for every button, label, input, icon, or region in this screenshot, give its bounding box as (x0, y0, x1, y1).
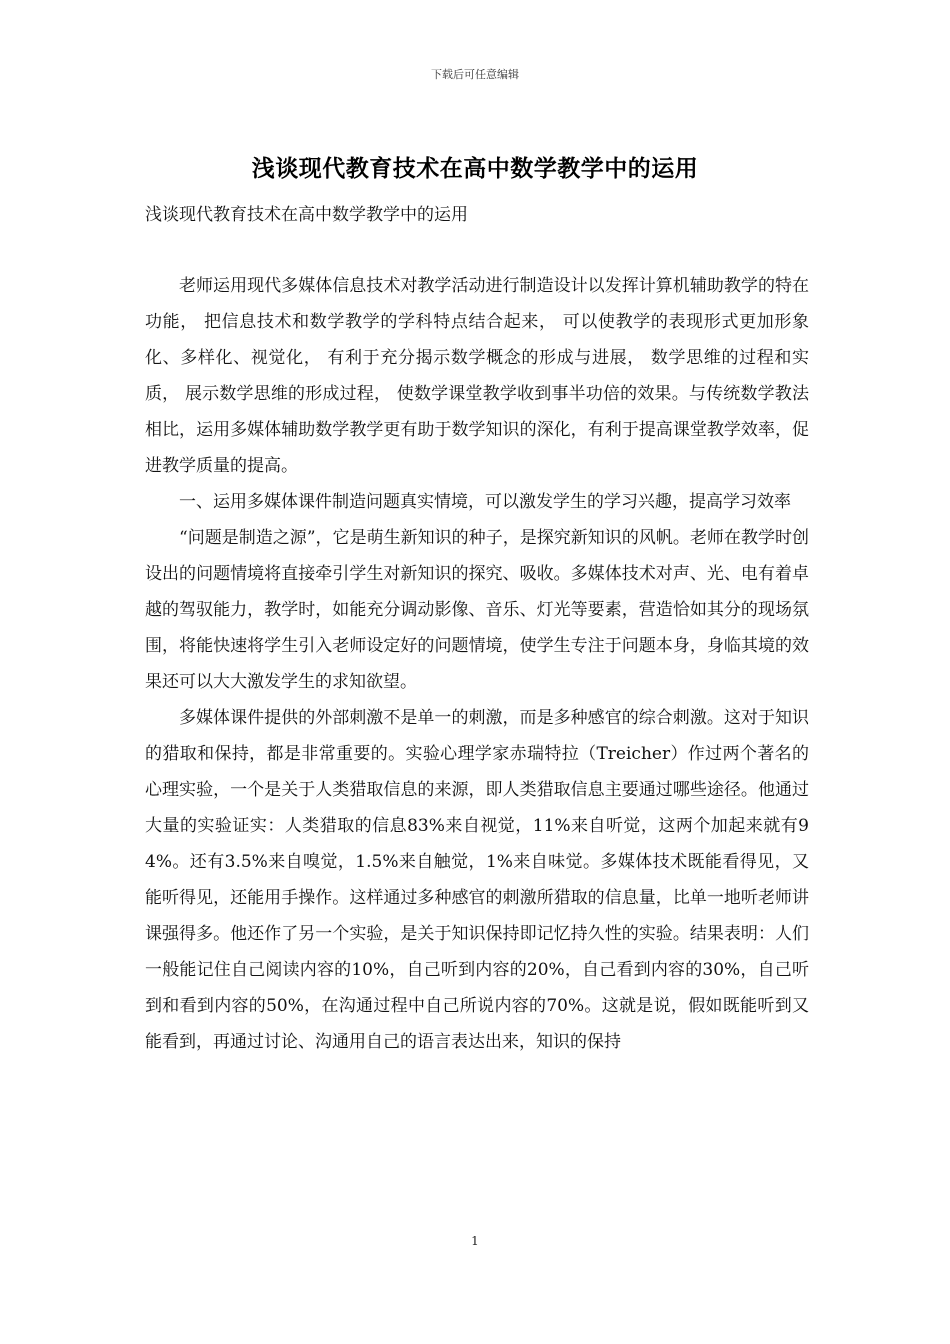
document-title: 浅谈现代教育技术在高中数学教学中的运用 (251, 155, 699, 182)
paragraph-problem-situation: “问题是制造之源”，它是萌生新知识的种子，是探究新知识的风帆。老师在教学时创设出的问题情境将直接牵引学生对新知识的探究、吸收。多媒体技术对声、光、电有着卓越的驾驭能力，教学时，如能充分调动影像、音乐、灯光等要素，营造恰如其分的现场氛围，将能快速将学生引入老师设定好的问题情境，使学生专注于问题本身，身临其境的效果还可以大大激发学生的求知欲望。 (145, 528, 809, 692)
page-number: 1 (471, 1234, 479, 1248)
header-note: 下载后可任意编辑 (431, 68, 519, 81)
paragraph-section-heading: 一、运用多媒体课件制造问题真实情境，可以激发学生的学习兴趣，提高学习效率 (179, 492, 791, 512)
document-body (145, 268, 809, 1060)
paragraph-intro: 老师运用现代多媒体信息技术对教学活动进行制造设计以发挥计算机辅助教学的特在功能， 把信息技术和数学教学的学科特点结合起来， 可以使教学的表现形式更加形象化、多样化、视觉化， 有利于充分揭示数学概念的形成与进展， 数学思维的过程和实质， 展示数学思维的形成过程， 使数学课堂教学收到事半功倍的效果。与传统数学教法相比，运用多媒体辅助数学教学更有助于数学知识的深化，有利于提高课堂教学效率，促进教学质量的提高。 (145, 276, 809, 476)
paragraph-multisensory: 多媒体课件提供的外部刺激不是单一的刺激，而是多种感官的综合刺激。这对于知识的猎取和保持，都是非常重要的。实验心理学家赤瑞特拉（Treicher）作过两个著名的心理实验，一个是关于人类猎取信息的来源，即人类猎取信息主要通过哪些途径。他通过大量的实验证实：人类猎取的信息83%来自视觉，11%来自听觉，这两个加起来就有94%。还有3.5%来自嗅觉，1.5%来自触觉，1%来自味觉。多媒体技术既能看得见，又能听得见，还能用手操作。这样通过多种感官的刺激所猎取的信息量，比单一地听老师讲课强得多。他还作了另一个实验，是关于知识保持即记忆持久性的实验。结果表明：人们一般能记住自己阅读内容的10%，自己听到内容的20%，自己看到内容的30%，自己听到和看到内容的50%，在沟通过程中自己所说内容的70%。这就是说，假如既能听到又能看到，再通过讨论、沟通用自己的语言表达出来，知识的保持 (145, 708, 809, 1052)
document-subtitle: 浅谈现代教育技术在高中数学教学中的运用 (145, 205, 468, 225)
